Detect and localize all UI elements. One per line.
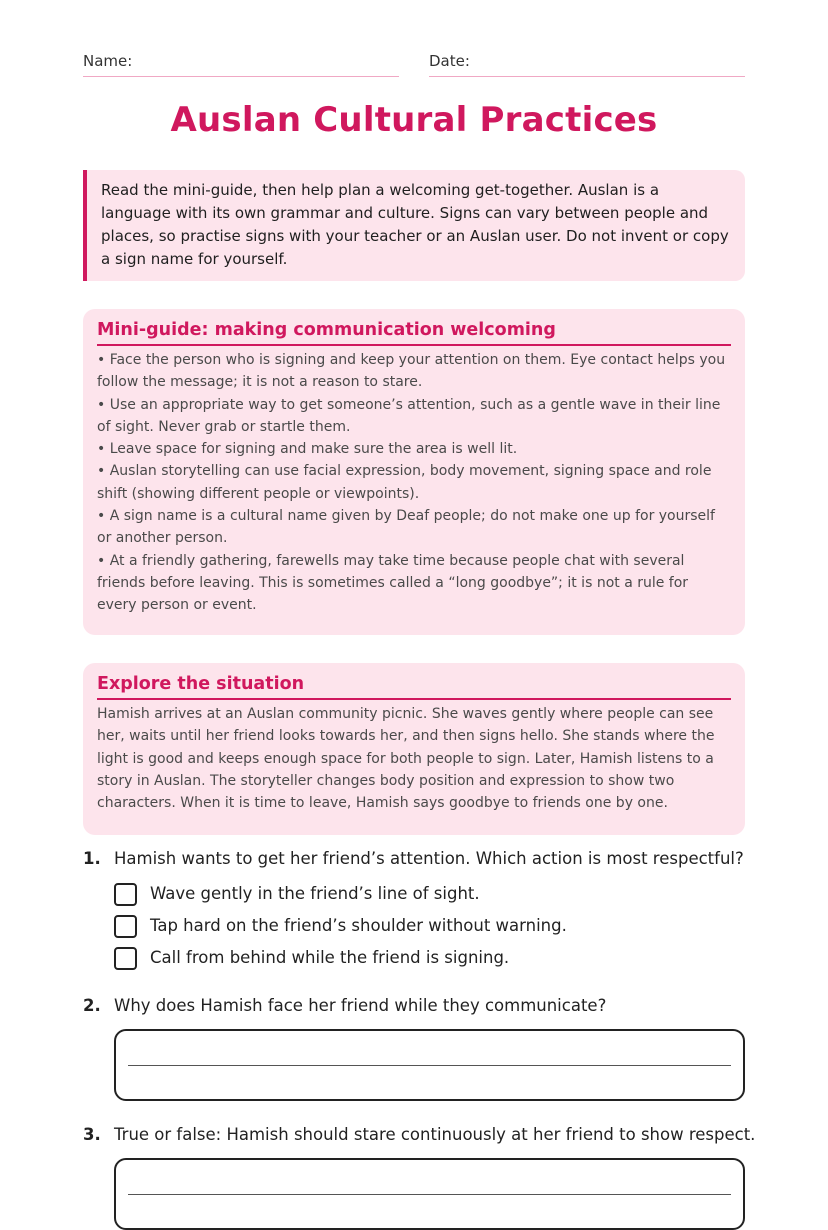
option-label: Wave gently in the friend’s line of sight.	[150, 884, 480, 903]
option-label: Call from behind while the friend is signing.	[150, 948, 510, 967]
question-text: Why does Hamish face her friend while they communicate?	[114, 996, 607, 1015]
list-item: • Leave space for signing and make sure the area is well lit.	[97, 441, 518, 458]
question-text: True or false: Hamish should stare continuously at her friend to show respect.	[114, 1125, 756, 1144]
question-number: 1.	[83, 849, 101, 868]
situation-heading: Explore the situation	[97, 674, 731, 700]
question-text: Hamish wants to get her friend’s attention. Which action is most respectful?	[114, 849, 744, 868]
page-title: Auslan Cultural Practices	[170, 100, 658, 140]
date-label: Date:	[429, 52, 470, 70]
date-field[interactable]	[429, 52, 745, 77]
option-label: Tap hard on the friend’s shoulder without warning.	[150, 916, 567, 935]
checkbox[interactable]	[114, 947, 137, 970]
mini-guide-heading: Mini-guide: making communication welcoming	[97, 320, 731, 346]
situation-text: Hamish arrives at an Auslan community picnic. She waves gently where people can see her, waits until her friend looks towards her, and then signs hello. She stands where the light is good and keeps enough space for both people to sign. Later, Hamish listens to a story in Auslan. The storyteller changes body position and expression to show two characters. When it is time to leave, Hamish says goodbye to friends one by one.	[97, 706, 715, 812]
answer-box[interactable]	[114, 1158, 745, 1230]
list-item: • Face the person who is signing and keep your attention on them. Eye contact helps you follow the message; it is not a reason to stare.	[97, 352, 726, 391]
intro-box: Read the mini-guide, then help plan a welcoming get-together. Auslan is a language with its own grammar and culture. Signs can vary between people and places, so practise signs with your teacher or an Auslan user. Do not invent or copy a sign name for yourself.	[83, 170, 745, 281]
answer-line	[128, 1194, 731, 1195]
question-number: 3.	[83, 1125, 101, 1144]
situation-card	[83, 663, 745, 835]
name-field[interactable]	[83, 52, 399, 77]
list-item: • Use an appropriate way to get someone’s attention, such as a gentle wave in their line of sight. Never grab or startle them.	[97, 396, 721, 435]
list-item: • Auslan storytelling can use facial expression, body movement, signing space and role shift (showing different people or viewpoints).	[97, 463, 712, 502]
answer-line	[128, 1065, 731, 1066]
list-item: • A sign name is a cultural name given by Deaf people; do not make one up for yourself or another person.	[97, 508, 715, 547]
question-number: 2.	[83, 996, 101, 1015]
list-item: • At a friendly gathering, farewells may take time because people chat with several friends before leaving. This is sometimes called a “long goodbye”; it is not a rule for every person or event.	[97, 552, 689, 614]
name-label: Name:	[83, 52, 133, 70]
answer-box[interactable]	[114, 1029, 745, 1101]
header-fields	[83, 52, 745, 78]
checkbox[interactable]	[114, 883, 137, 906]
mini-guide-card	[83, 309, 745, 635]
checkbox[interactable]	[114, 915, 137, 938]
mini-guide-list	[97, 349, 731, 617]
